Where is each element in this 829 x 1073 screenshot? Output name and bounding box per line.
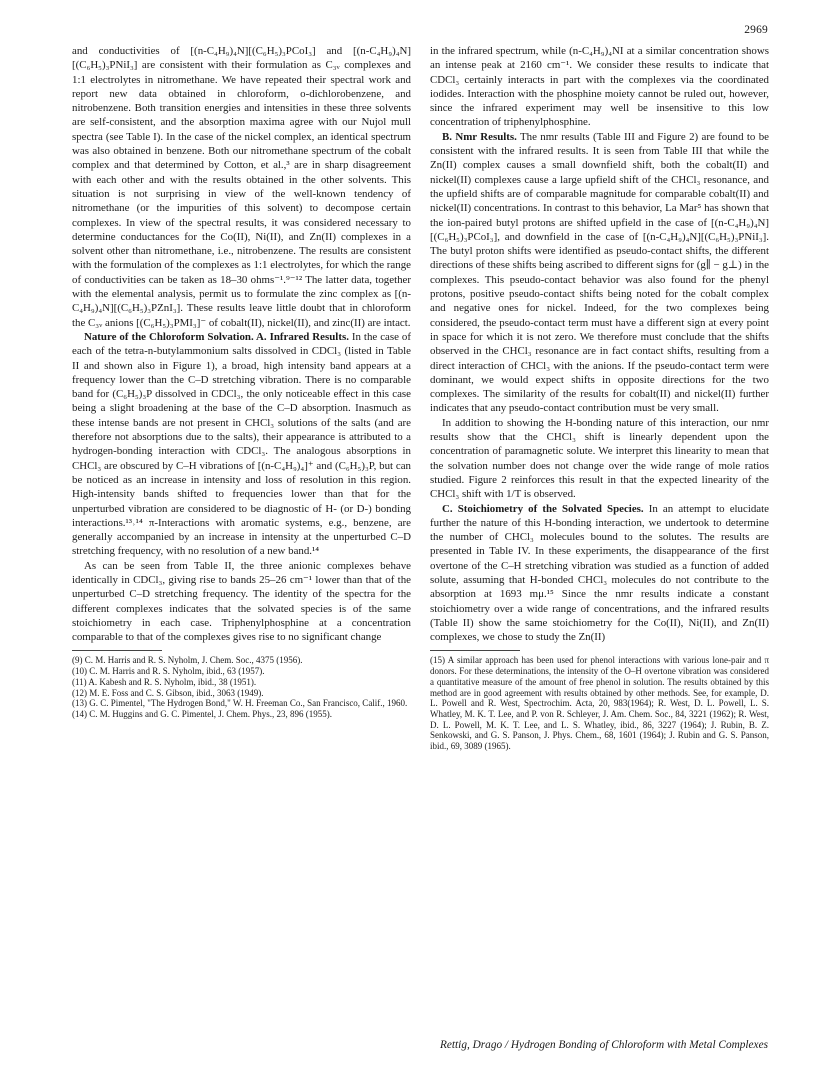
paragraph: and conductivities of [(n-C₄H₉)₄N][(C₆H₅)₃PCoI₃] and [(n-C₄H₉)₄N][(C₆H₅)₃PNiI₃] are consistent with their formulation as C₃ᵥ complexes and 1:1 electrolytes in nitromethane. We have repeated their spectral work and report new data obtained in chloroform, o-dichlorobenzene, and nitrobenzene. Both transition energies and intensities in these three solvents are self-consistent, and the absorption maxima agree with our Nujol mull spectra (see Table I). In the case of the nickel complex, an identical spectrum was also obtained in benzene. Both our nitromethane spectrum of the cobalt complex and that determined by Cotton, et al.,³ are in sharp disagreement with each other and with the results obtained in the other solvents. This situation is not surprising in view of the well-known tendency of nitromethane (or the impurities of this solvent) to decompose certain complexes. In view of the spectral results, it was considered necessary to determine conductances for the Co(II), Ni(II), and Zn(II) complexes in a solvent other than nitromethane, i.e., nitrobenzene. The results are consistent with the formulation of the complexes as 1:1 electrolytes, for which the range of conductivities can be taken as 18–30 ohms⁻¹.⁹⁻¹² The latter data, together with the elemental analysis, permit us to formulate the zinc complex as [(n-C₄H₉)₄N][(C₆H₅)₃PZnI₃]. These results leave little doubt that in chloroform the C₃ᵥ anions [(C₆H₅)₃PMI₃]⁻ of cobalt(II), nickel(II), and zinc(II) are intact. [72, 45, 411, 329]
footnote: (9) C. M. Harris and R. S. Nyholm, J. Chem. Soc., 4375 (1956). [72, 655, 303, 666]
page-number: 2969 [744, 24, 768, 36]
footnote: (11) A. Kabesh and R. S. Nyholm, ibid., 38 (1951). [72, 676, 257, 687]
footnote: (15) A similar approach has been used for phenol interactions with various lone-pair and π donors. For these determinations, the intensity of the O–H overtone vibration was considered a quantitative measure of the amount of free phenol in solution. The results obtained by this method are in good agreement with results obtained by other methods. See, for example, D. L. Powell and R. West, Spectrochim. Acta, 20, 983(1964); R. West, D. L. Powell, L. S. Whatley, M. K. T. Lee, and P. von R. Schleyer, J. Am. Chem. Soc., 84, 3221 (1962); R. West, D. L. Powell, M. K. T. Lee, and L. S. Whatley, ibid., 86, 3227 (1964); J. Rubin, B. Z. Senkowski, and G. S. Panson, J. Phys. Chem., 68, 1601 (1964); J. Rubin and G. S. Panson, ibid., 69, 3089 (1965). [430, 655, 769, 752]
footnote-rule [72, 650, 162, 651]
section-heading: Nature of the Chloroform Solvation. A. Infrared Results. [84, 330, 349, 343]
footnote: (10) C. M. Harris and R. S. Nyholm, ibid., 63 (1957). [72, 666, 265, 677]
section-paragraph [72, 330, 411, 559]
paragraph: In addition to showing the H-bonding nature of this interaction, our nmr results show that the CHCl₃ shift is linearly dependent upon the concentration of paramagnetic solute. We interpret this linearity to mean that the solvation number does not change over the wide range of mole ratios studied. Figure 2 reinforces this result in that the expected linearity of the CHCl₃ shift with 1/T is observed. [430, 416, 769, 501]
section-text: In the case of each of the tetra-n-butylammonium salts dissolved in CDCl₃ (listed in Table II and shown also in Figure 1), a broad, high intensity band appears at a frequency lower than the C–D stretching vibration. There is no comparable band for (C₆H₅)₃P dissolved in CDCl₃, the only noticeable effect in this case being a slight broadening at the base of the C–D absorption. Inasmuch as these intense bands are not present in CHCl₃ solutions of the salts (and are therefore not absorptions due to the salts), their appearance is attributed to a hydrogen-bonding interaction with CDCl₃. The analogous absorptions in CHCl₃ are obscured by C–H vibrations of [(n-C₄H₉)₄]⁺ and (C₆H₅)₃P, but can be noticed as an increase in intensity and loss of resolution in this region. High-intensity bands shifted to frequencies lower than that for the unperturbed vibration are considered to be diagnostic of H- (or D-) bonding interactions.¹³˒¹⁴ π-Interactions with aromatic systems, e.g., benzene, are generally accompanied by an increase in intensity at the unperturbed C–D stretching frequency, with no resolution of a new band.¹⁴ [72, 330, 411, 558]
footnote: (14) C. M. Huggins and G. C. Pimentel, J. Chem. Phys., 23, 896 (1955). [72, 708, 332, 719]
footnote: (12) M. E. Foss and C. S. Gibson, ibid., 3063 (1949). [72, 687, 264, 698]
section-heading: B. Nmr Results. [442, 130, 517, 143]
section-heading: C. Stoichiometry of the Solvated Species. [442, 502, 644, 515]
paragraph: As can be seen from Table II, the three anionic complexes behave identically in CDCl₃, giving rise to bands 25–26 cm⁻¹ lower than that of the unperturbed C–D stretching frequency. The identity of the spectra for the different complexes indicates that the solvated species is of the same stoichiometry in each case. Triphenylphosphine at a concentration comparable to that of the complexes gives rise to no significant change [72, 559, 411, 644]
section-paragraph [430, 502, 769, 645]
footnote: (13) G. C. Pimentel, "The Hydrogen Bond," W. H. Freeman Co., San Francisco, Calif., 1960. [72, 698, 408, 709]
section-paragraph [430, 130, 769, 416]
paragraph: in the infrared spectrum, while (n-C₄H₉)₄NI at a similar concentration shows an intense peak at 2160 cm⁻¹. We consider these results to indicate that CDCl₃ certainly interacts in part with the complexes via the coordinated iodides. Interaction with the phosphine moiety cannot be ruled out, however, since the infrared experiment may well be insensitive to this low concentration of triphenylphosphine. [430, 45, 769, 129]
right-column [430, 44, 769, 752]
left-column [72, 44, 411, 720]
footnote-rule [430, 650, 520, 651]
section-text: In an attempt to elucidate further the nature of this H-bonding interaction, we undertook to determine the number of CHCl₃ molecules bound to the solutes. The results are presented in Table IV. In these experiments, the disappearance of the first overtone of the C–H stretching vibration was studied as a function of added solute, assuming that H-bonded CHCl₃ molecules do not contribute to the absorption at 1693 mμ.¹⁵ Since the nmr results indicate a constant stoichiometry over a wide range of concentrations, and the infrared results (Table II) show the same stoichiometry for the Co(II), Ni(II), and Zn(II) complexes, we chose to study the Zn(II) [430, 502, 769, 644]
running-footer: Rettig, Drago / Hydrogen Bonding of Chloroform with Metal Complexes [439, 1039, 768, 1051]
section-text: The nmr results (Table III and Figure 2) are found to be consistent with the infrared results. It is seen from Table III that while the Zn(II) complex causes a small downfield shift, both the cobalt(II) and nickel(II) complexes cause a large upfield shift of the CHCl₃ resonance, and the upfield shifts are of comparable magnitude for comparable cobalt(II) and nickel(II) concentrations. In contrast to this behavior, La Mar⁵ has shown that the ion-paired butyl protons are shifted upfield in the case of [(n-C₄H₉)₄N][(C₆H₅)₃PCoI₃], and downfield in the case of [(n-C₄H₉)₄N][(C₆H₅)₃PNiI₃]. The butyl proton shifts were identified as pseudo-contact shifts, the different directions of these shifts being ascribed to different signs for (g∥ − g⊥) in the complexes. This pseudo-contact behavior was also found for the phenyl protons, positive pseudo-contact shifts being noted for the cobalt complex and negative ones for nickel. Indeed, for the two complexes being considered, the pseudo-contact term must have a different sign at every point in space for which it is not zero. We therefore must conclude that the shifts observed in the CHCl₃ resonance are in fact contact shifts, resulting from a direct interaction of CHCl₃ with the anions. If the pseudo-contact term were dominant, we would expect shifts in opposite directions for the two complexes. The similarity of the results for cobalt(II) and nickel(II) further indicates that any pseudo-contact contribution must be very small. [430, 130, 769, 415]
